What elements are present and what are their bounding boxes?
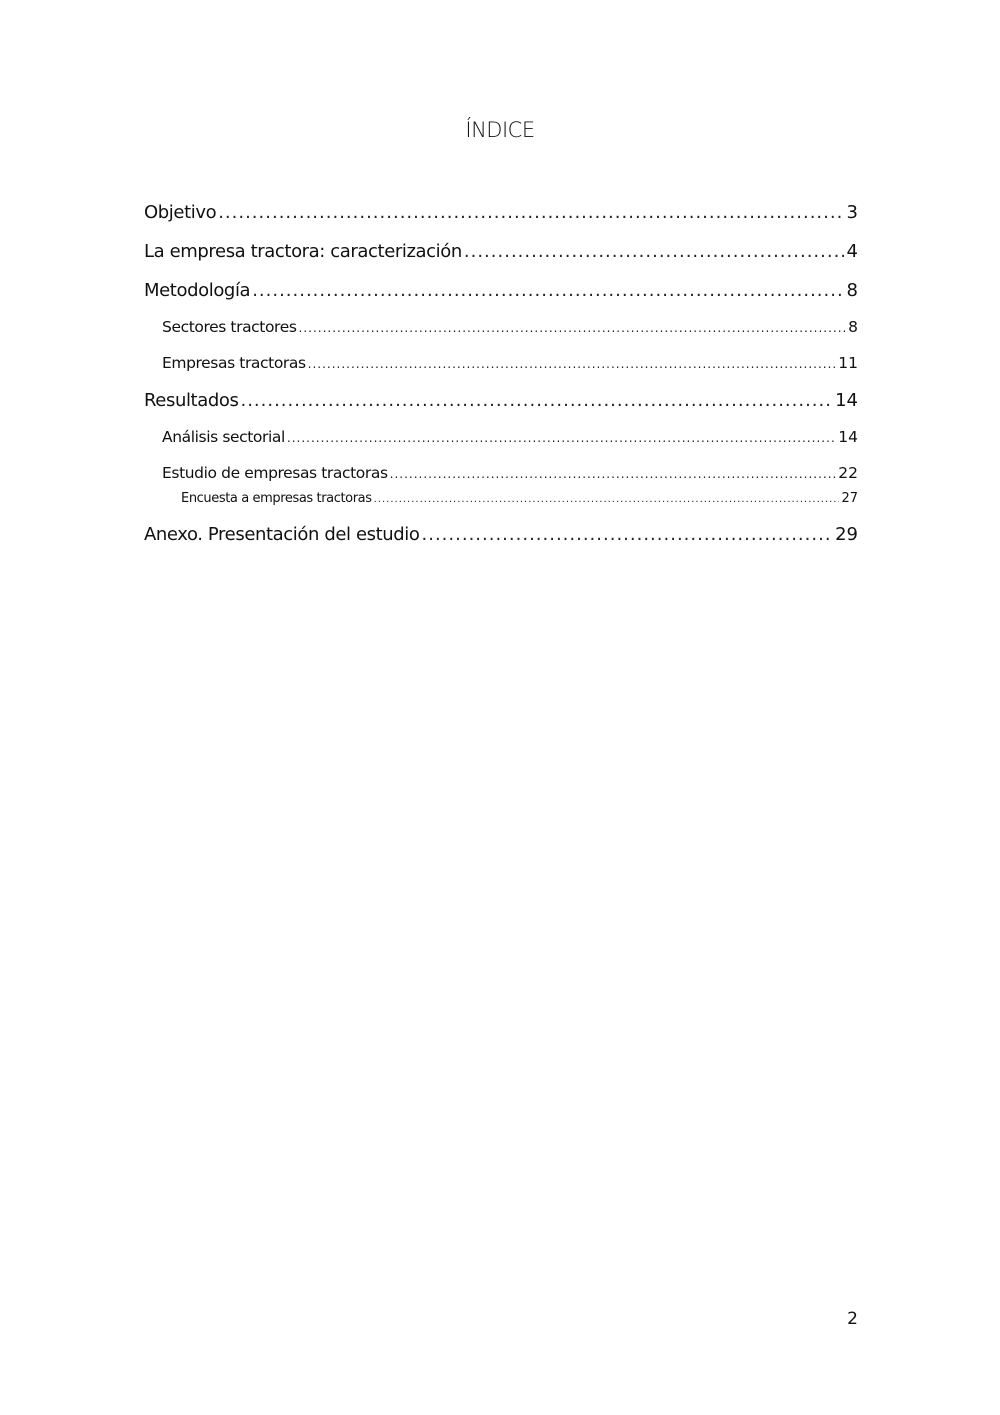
toc-entry-page: 8 xyxy=(848,318,858,336)
dot-leader xyxy=(299,321,847,335)
toc-entry-resultados[interactable] xyxy=(144,390,858,411)
toc-entry-label: Análisis sectorial xyxy=(162,428,285,446)
toc-entry-page: 3 xyxy=(846,202,858,223)
dot-leader xyxy=(252,280,844,301)
toc-entry-empresa-tractora[interactable] xyxy=(144,241,858,262)
toc-entry-metodologia[interactable] xyxy=(144,280,858,301)
toc-entry-label: Metodología xyxy=(144,280,251,301)
dot-leader xyxy=(422,524,834,545)
toc-entry-label: Resultados xyxy=(144,390,239,411)
dot-leader xyxy=(390,467,837,481)
toc-entry-label: Anexo. Presentación del estudio xyxy=(144,524,420,545)
toc-entry-page: 14 xyxy=(838,428,858,446)
toc-entry-page: 8 xyxy=(846,280,858,301)
toc-entry-page: 11 xyxy=(838,354,858,372)
toc-entry-anexo[interactable] xyxy=(144,524,858,545)
toc-entry-label: La empresa tractora: caracterización xyxy=(144,241,462,262)
toc-entry-page: 14 xyxy=(835,390,858,411)
toc-entry-page: 22 xyxy=(838,464,858,482)
toc-entry-page: 27 xyxy=(841,491,858,506)
dot-leader xyxy=(374,494,840,505)
toc-entry-estudio-empresas[interactable] xyxy=(162,464,858,482)
toc-entry-label: Sectores tractores xyxy=(162,318,297,336)
toc-entry-sectores-tractores[interactable] xyxy=(162,318,858,336)
toc-entry-label: Estudio de empresas tractoras xyxy=(162,464,388,482)
page-number: 2 xyxy=(847,1309,858,1329)
toc-entry-page: 4 xyxy=(846,241,858,262)
toc-entry-label: Objetivo xyxy=(144,202,217,223)
toc-entry-empresas-tractoras[interactable] xyxy=(162,354,858,372)
dot-leader xyxy=(218,202,844,223)
toc-entry-objetivo[interactable] xyxy=(144,202,858,223)
page-title: ÍNDICE xyxy=(465,118,535,142)
toc-entry-page: 29 xyxy=(835,524,858,545)
dot-leader xyxy=(308,357,837,371)
toc-entry-analisis-sectorial[interactable] xyxy=(162,428,858,446)
dot-leader xyxy=(464,241,845,262)
toc-entry-label: Encuesta a empresas tractoras xyxy=(181,491,372,506)
dot-leader xyxy=(240,390,833,411)
toc-entry-encuesta[interactable] xyxy=(181,491,858,506)
dot-leader xyxy=(287,431,836,445)
toc-entry-label: Empresas tractoras xyxy=(162,354,306,372)
